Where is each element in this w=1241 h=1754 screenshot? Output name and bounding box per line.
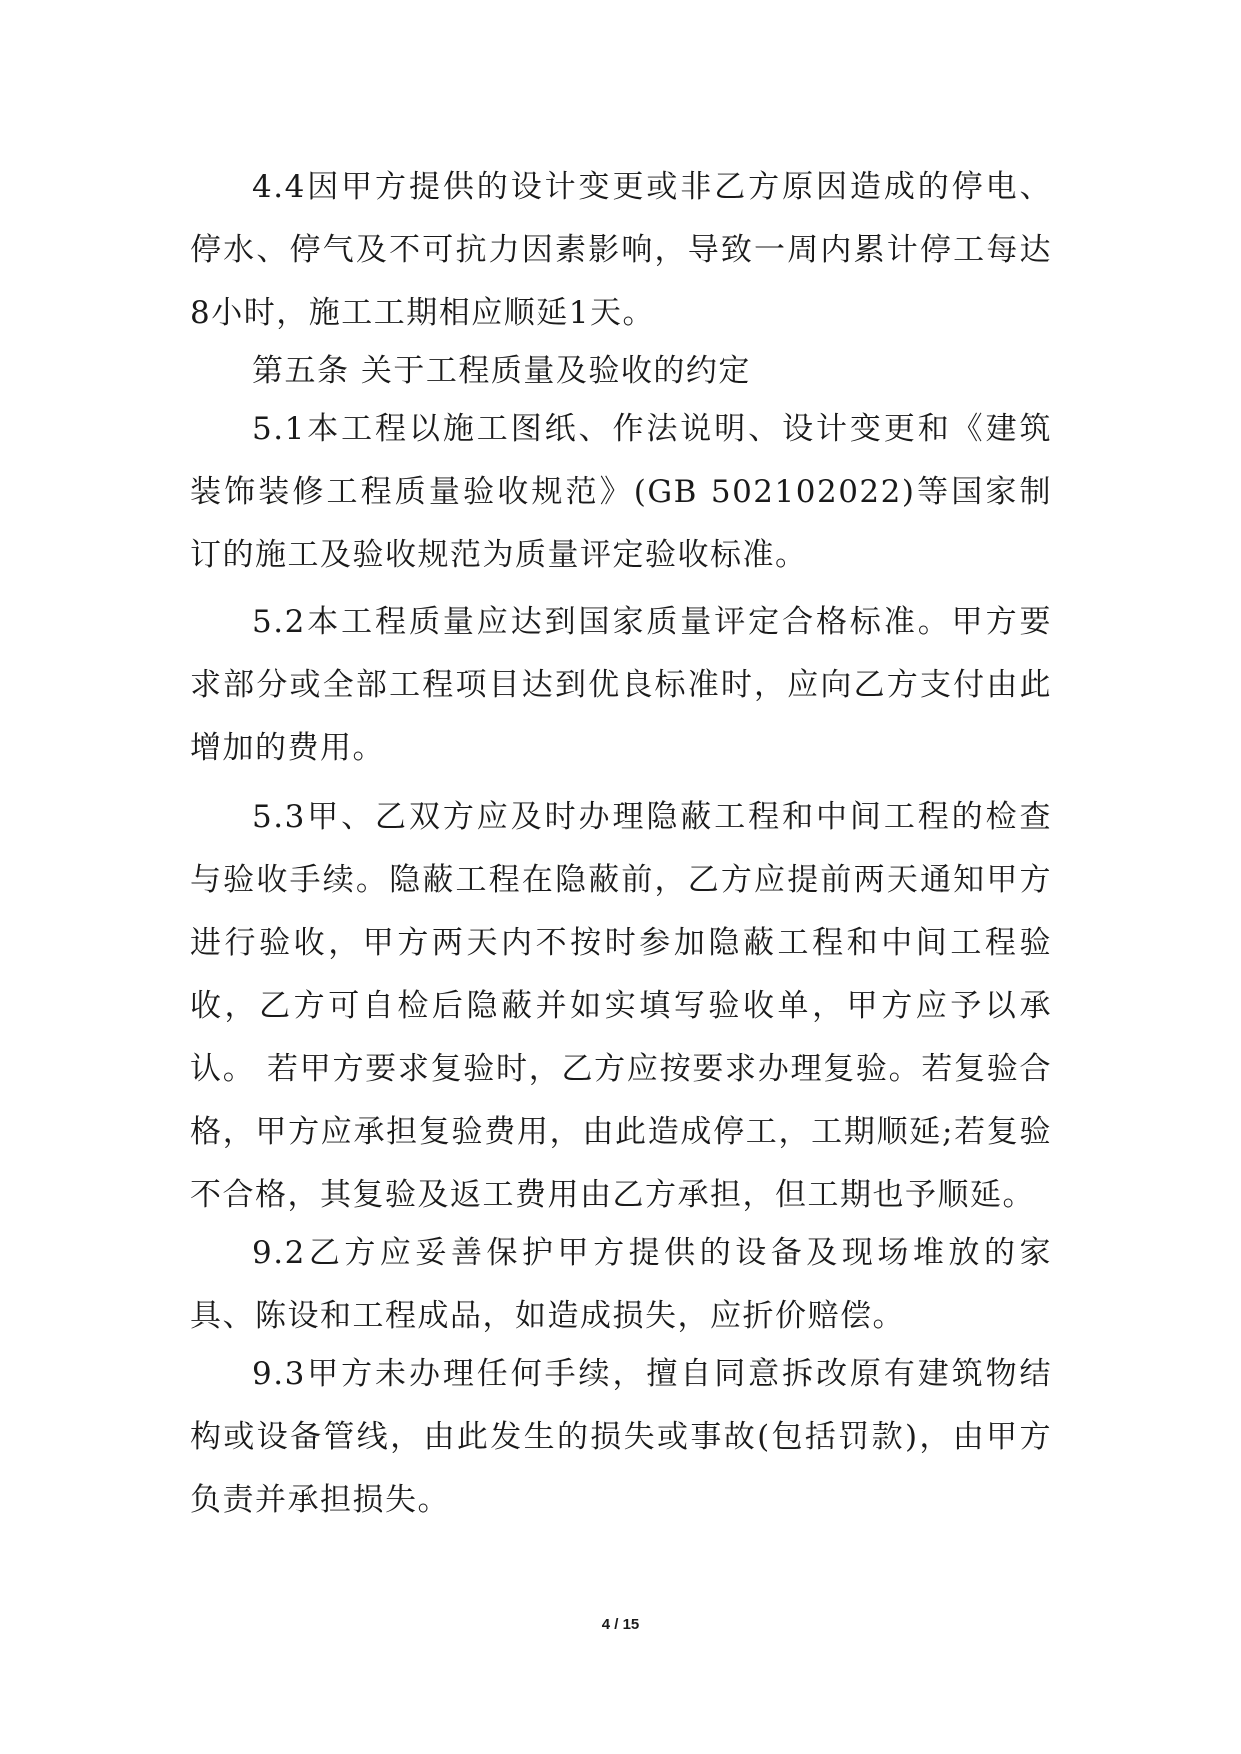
page-number: 4 / 15 (601, 1616, 640, 1633)
paragraph-5-2: 5.2本工程质量应达到国家质量评定合格标准。甲方要求部分或全部工程项目达到优良标准时，应向乙方支付由此增加的费用。 (190, 604, 1052, 766)
article-heading: 第五条 关于工程质量及验收的约定 (252, 353, 751, 389)
paragraph-4-4: 4.4因甲方提供的设计变更或非乙方原因造成的停电、停水、停气及不可抗力因素影响，导致一周内累计停工每达8小时，施工工期相应顺延1天。 (190, 169, 1052, 331)
document-body (190, 156, 1052, 1532)
paragraph-9-3: 9.3甲方未办理任何手续，擅自同意拆改原有建筑物结构或设备管线，由此发生的损失或事故(包括罚款)，由甲方负责并承担损失。 (190, 1356, 1052, 1518)
paragraph-5-1: 5.1本工程以施工图纸、作法说明、设计变更和《建筑装饰装修工程质量验收规范》(GB 502102022)等国家制订的施工及验收规范为质量评定验收标准。 (190, 411, 1052, 573)
paragraph-9-2: 9.2乙方应妥善保护甲方提供的设备及现场堆放的家具、陈设和工程成品，如造成损失，应折价赔偿。 (190, 1235, 1052, 1334)
paragraph-5-3: 5.3甲、乙双方应及时办理隐蔽工程和中间工程的检查与验收手续。隐蔽工程在隐蔽前，乙方应提前两天通知甲方进行验收，甲方两天内不按时参加隐蔽工程和中间工程验收，乙方可自检后隐蔽并如实填写验收单，甲方应予以承认。 若甲方要求复验时，乙方应按要求办理复验。若复验合格，甲方应承担复验费用，由此造成停工，工期顺延;若复验不合格，其复验及返工费用由乙方承担，但工期也予顺延。 (190, 799, 1052, 1213)
